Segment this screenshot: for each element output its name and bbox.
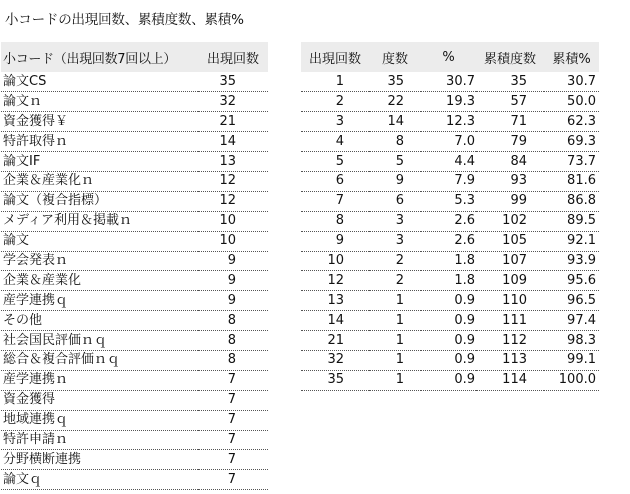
table-row bbox=[301, 112, 599, 132]
table-row bbox=[301, 72, 599, 92]
cell-occurrences: 12 bbox=[301, 271, 369, 291]
cell-cumulative-frequency: 112 bbox=[476, 331, 544, 351]
cell-code: 企業＆産業化 bbox=[1, 271, 198, 291]
cell-code: 学会発表ｎ bbox=[1, 251, 198, 271]
table-row bbox=[301, 92, 599, 112]
cell-cumulative-frequency: 107 bbox=[476, 251, 544, 271]
cell-code: 特許申請ｎ bbox=[1, 430, 198, 450]
table-row bbox=[1, 350, 268, 370]
cell-cumulative-frequency: 113 bbox=[476, 350, 544, 370]
page-title: 小コードの出現回数、累積度数、累積% bbox=[5, 12, 244, 28]
cell-count: 7 bbox=[198, 470, 268, 490]
cell-cumulative-percent: 96.5 bbox=[544, 291, 599, 311]
cell-cumulative-frequency: 79 bbox=[476, 132, 544, 152]
cell-cumulative-percent: 97.4 bbox=[544, 311, 599, 331]
cell-cumulative-percent: 50.0 bbox=[544, 92, 599, 112]
cell-frequency: 1 bbox=[369, 370, 421, 390]
table-row bbox=[1, 112, 268, 132]
cell-occurrences: 4 bbox=[301, 132, 369, 152]
cell-code: 論文CS bbox=[1, 72, 198, 92]
cell-percent: 0.9 bbox=[421, 370, 476, 390]
cell-count: 12 bbox=[198, 191, 268, 211]
cell-cumulative-percent: 62.3 bbox=[544, 112, 599, 132]
column-header-frequency: 度数 bbox=[369, 42, 421, 72]
cell-occurrences: 21 bbox=[301, 331, 369, 351]
cell-percent: 19.3 bbox=[421, 92, 476, 112]
cell-frequency: 3 bbox=[369, 231, 421, 251]
cell-percent: 2.6 bbox=[421, 231, 476, 251]
column-header-percent: % bbox=[421, 42, 476, 72]
table-row bbox=[1, 390, 268, 410]
cell-cumulative-percent: 81.6 bbox=[544, 171, 599, 191]
cell-count: 9 bbox=[198, 271, 268, 291]
table-row bbox=[1, 430, 268, 450]
table-row bbox=[1, 92, 268, 112]
cell-count: 9 bbox=[198, 291, 268, 311]
table-row bbox=[1, 211, 268, 231]
cell-code: 論文ｎ bbox=[1, 92, 198, 112]
cell-occurrences: 14 bbox=[301, 311, 369, 331]
cell-occurrences: 6 bbox=[301, 171, 369, 191]
table-row bbox=[1, 311, 268, 331]
table-row bbox=[1, 370, 268, 390]
cell-count: 21 bbox=[198, 112, 268, 132]
cell-count: 12 bbox=[198, 171, 268, 191]
cell-code: 論文 bbox=[1, 231, 198, 251]
table-header-row bbox=[1, 42, 268, 72]
table-row bbox=[301, 171, 599, 191]
cell-count: 8 bbox=[198, 311, 268, 331]
cell-count: 14 bbox=[198, 132, 268, 152]
cell-cumulative-frequency: 109 bbox=[476, 271, 544, 291]
code-count-table bbox=[1, 42, 268, 490]
cell-code: 資金獲得￥ bbox=[1, 112, 198, 132]
table-row bbox=[301, 370, 599, 390]
cell-frequency: 2 bbox=[369, 251, 421, 271]
cell-frequency: 14 bbox=[369, 112, 421, 132]
cell-occurrences: 5 bbox=[301, 152, 369, 172]
cell-occurrences: 3 bbox=[301, 112, 369, 132]
cell-code: 資金獲得 bbox=[1, 390, 198, 410]
cell-occurrences: 8 bbox=[301, 211, 369, 231]
table-row bbox=[1, 331, 268, 351]
cell-cumulative-frequency: 110 bbox=[476, 291, 544, 311]
column-header-count: 出現回数 bbox=[198, 42, 268, 72]
cell-percent: 0.9 bbox=[421, 311, 476, 331]
table-row bbox=[1, 231, 268, 251]
cell-frequency: 6 bbox=[369, 191, 421, 211]
cell-cumulative-percent: 95.6 bbox=[544, 271, 599, 291]
cell-percent: 30.7 bbox=[421, 72, 476, 92]
table-row bbox=[1, 72, 268, 92]
table-row bbox=[1, 291, 268, 311]
cell-percent: 7.9 bbox=[421, 171, 476, 191]
cell-code: 産学連携ｑ bbox=[1, 291, 198, 311]
cell-code: 特許取得ｎ bbox=[1, 132, 198, 152]
table-row bbox=[301, 191, 599, 211]
cell-cumulative-percent: 93.9 bbox=[544, 251, 599, 271]
cell-cumulative-frequency: 35 bbox=[476, 72, 544, 92]
cell-frequency: 22 bbox=[369, 92, 421, 112]
cell-cumulative-frequency: 114 bbox=[476, 370, 544, 390]
cell-percent: 0.9 bbox=[421, 331, 476, 351]
table-row bbox=[1, 191, 268, 211]
cell-frequency: 1 bbox=[369, 311, 421, 331]
cell-cumulative-frequency: 99 bbox=[476, 191, 544, 211]
cell-frequency: 9 bbox=[369, 171, 421, 191]
cell-occurrences: 10 bbox=[301, 251, 369, 271]
cell-percent: 5.3 bbox=[421, 191, 476, 211]
cell-percent: 2.6 bbox=[421, 211, 476, 231]
table-row bbox=[1, 251, 268, 271]
cell-cumulative-frequency: 102 bbox=[476, 211, 544, 231]
cell-count: 13 bbox=[198, 152, 268, 172]
table-row bbox=[301, 350, 599, 370]
cell-percent: 7.0 bbox=[421, 132, 476, 152]
cell-code: 分野横断連携 bbox=[1, 450, 198, 470]
cell-frequency: 3 bbox=[369, 211, 421, 231]
cell-cumulative-frequency: 84 bbox=[476, 152, 544, 172]
table-row bbox=[1, 132, 268, 152]
cell-cumulative-percent: 69.3 bbox=[544, 132, 599, 152]
table-row bbox=[1, 470, 268, 490]
cell-count: 32 bbox=[198, 92, 268, 112]
table-row bbox=[301, 271, 599, 291]
cell-count: 7 bbox=[198, 450, 268, 470]
cell-count: 9 bbox=[198, 251, 268, 271]
cell-count: 7 bbox=[198, 370, 268, 390]
frequency-table bbox=[301, 42, 599, 391]
table-row bbox=[301, 231, 599, 251]
cell-frequency: 1 bbox=[369, 331, 421, 351]
cell-cumulative-percent: 92.1 bbox=[544, 231, 599, 251]
cell-occurrences: 13 bbox=[301, 291, 369, 311]
cell-cumulative-percent: 86.8 bbox=[544, 191, 599, 211]
cell-cumulative-percent: 98.3 bbox=[544, 331, 599, 351]
cell-percent: 0.9 bbox=[421, 350, 476, 370]
cell-cumulative-percent: 73.7 bbox=[544, 152, 599, 172]
cell-percent: 12.3 bbox=[421, 112, 476, 132]
cell-frequency: 1 bbox=[369, 350, 421, 370]
table-row bbox=[301, 152, 599, 172]
cell-code: 産学連携ｎ bbox=[1, 370, 198, 390]
cell-frequency: 35 bbox=[369, 72, 421, 92]
table-row bbox=[1, 410, 268, 430]
cell-percent: 1.8 bbox=[421, 251, 476, 271]
cell-count: 35 bbox=[198, 72, 268, 92]
column-header-code: 小コード（出現回数7回以上） bbox=[1, 42, 198, 72]
cell-percent: 0.9 bbox=[421, 291, 476, 311]
table-row bbox=[301, 132, 599, 152]
cell-code: 総合＆複合評価ｎｑ bbox=[1, 350, 198, 370]
table-row bbox=[301, 331, 599, 351]
table-row bbox=[1, 450, 268, 470]
cell-cumulative-frequency: 93 bbox=[476, 171, 544, 191]
cell-count: 7 bbox=[198, 430, 268, 450]
cell-cumulative-percent: 30.7 bbox=[544, 72, 599, 92]
column-header-cumulative-frequency: 累積度数 bbox=[476, 42, 544, 72]
cell-count: 10 bbox=[198, 211, 268, 231]
column-header-occurrences: 出現回数 bbox=[301, 42, 369, 72]
cell-occurrences: 9 bbox=[301, 231, 369, 251]
cell-code: 論文（複合指標） bbox=[1, 191, 198, 211]
cell-occurrences: 35 bbox=[301, 370, 369, 390]
cell-code: 論文IF bbox=[1, 152, 198, 172]
table-row bbox=[1, 271, 268, 291]
table-row bbox=[301, 311, 599, 331]
table-row bbox=[301, 291, 599, 311]
cell-count: 10 bbox=[198, 231, 268, 251]
cell-cumulative-frequency: 71 bbox=[476, 112, 544, 132]
column-header-cumulative-percent: 累積% bbox=[544, 42, 599, 72]
cell-cumulative-frequency: 57 bbox=[476, 92, 544, 112]
cell-cumulative-percent: 99.1 bbox=[544, 350, 599, 370]
cell-occurrences: 2 bbox=[301, 92, 369, 112]
cell-percent: 1.8 bbox=[421, 271, 476, 291]
cell-frequency: 2 bbox=[369, 271, 421, 291]
cell-code: 論文ｑ bbox=[1, 470, 198, 490]
table-row bbox=[301, 211, 599, 231]
cell-count: 8 bbox=[198, 350, 268, 370]
cell-code: その他 bbox=[1, 311, 198, 331]
cell-frequency: 5 bbox=[369, 152, 421, 172]
cell-cumulative-percent: 100.0 bbox=[544, 370, 599, 390]
cell-count: 8 bbox=[198, 331, 268, 351]
cell-code: 社会国民評価ｎｑ bbox=[1, 331, 198, 351]
cell-occurrences: 1 bbox=[301, 72, 369, 92]
cell-frequency: 8 bbox=[369, 132, 421, 152]
table-row bbox=[1, 152, 268, 172]
cell-percent: 4.4 bbox=[421, 152, 476, 172]
cell-cumulative-percent: 89.5 bbox=[544, 211, 599, 231]
cell-occurrences: 7 bbox=[301, 191, 369, 211]
cell-occurrences: 32 bbox=[301, 350, 369, 370]
cell-code: 地域連携ｑ bbox=[1, 410, 198, 430]
cell-cumulative-frequency: 111 bbox=[476, 311, 544, 331]
table-row bbox=[301, 251, 599, 271]
table-row bbox=[1, 171, 268, 191]
cell-code: 企業＆産業化ｎ bbox=[1, 171, 198, 191]
cell-cumulative-frequency: 105 bbox=[476, 231, 544, 251]
cell-count: 7 bbox=[198, 410, 268, 430]
cell-frequency: 1 bbox=[369, 291, 421, 311]
table-header-row bbox=[301, 42, 599, 72]
cell-count: 7 bbox=[198, 390, 268, 410]
cell-code: メディア利用＆掲載ｎ bbox=[1, 211, 198, 231]
